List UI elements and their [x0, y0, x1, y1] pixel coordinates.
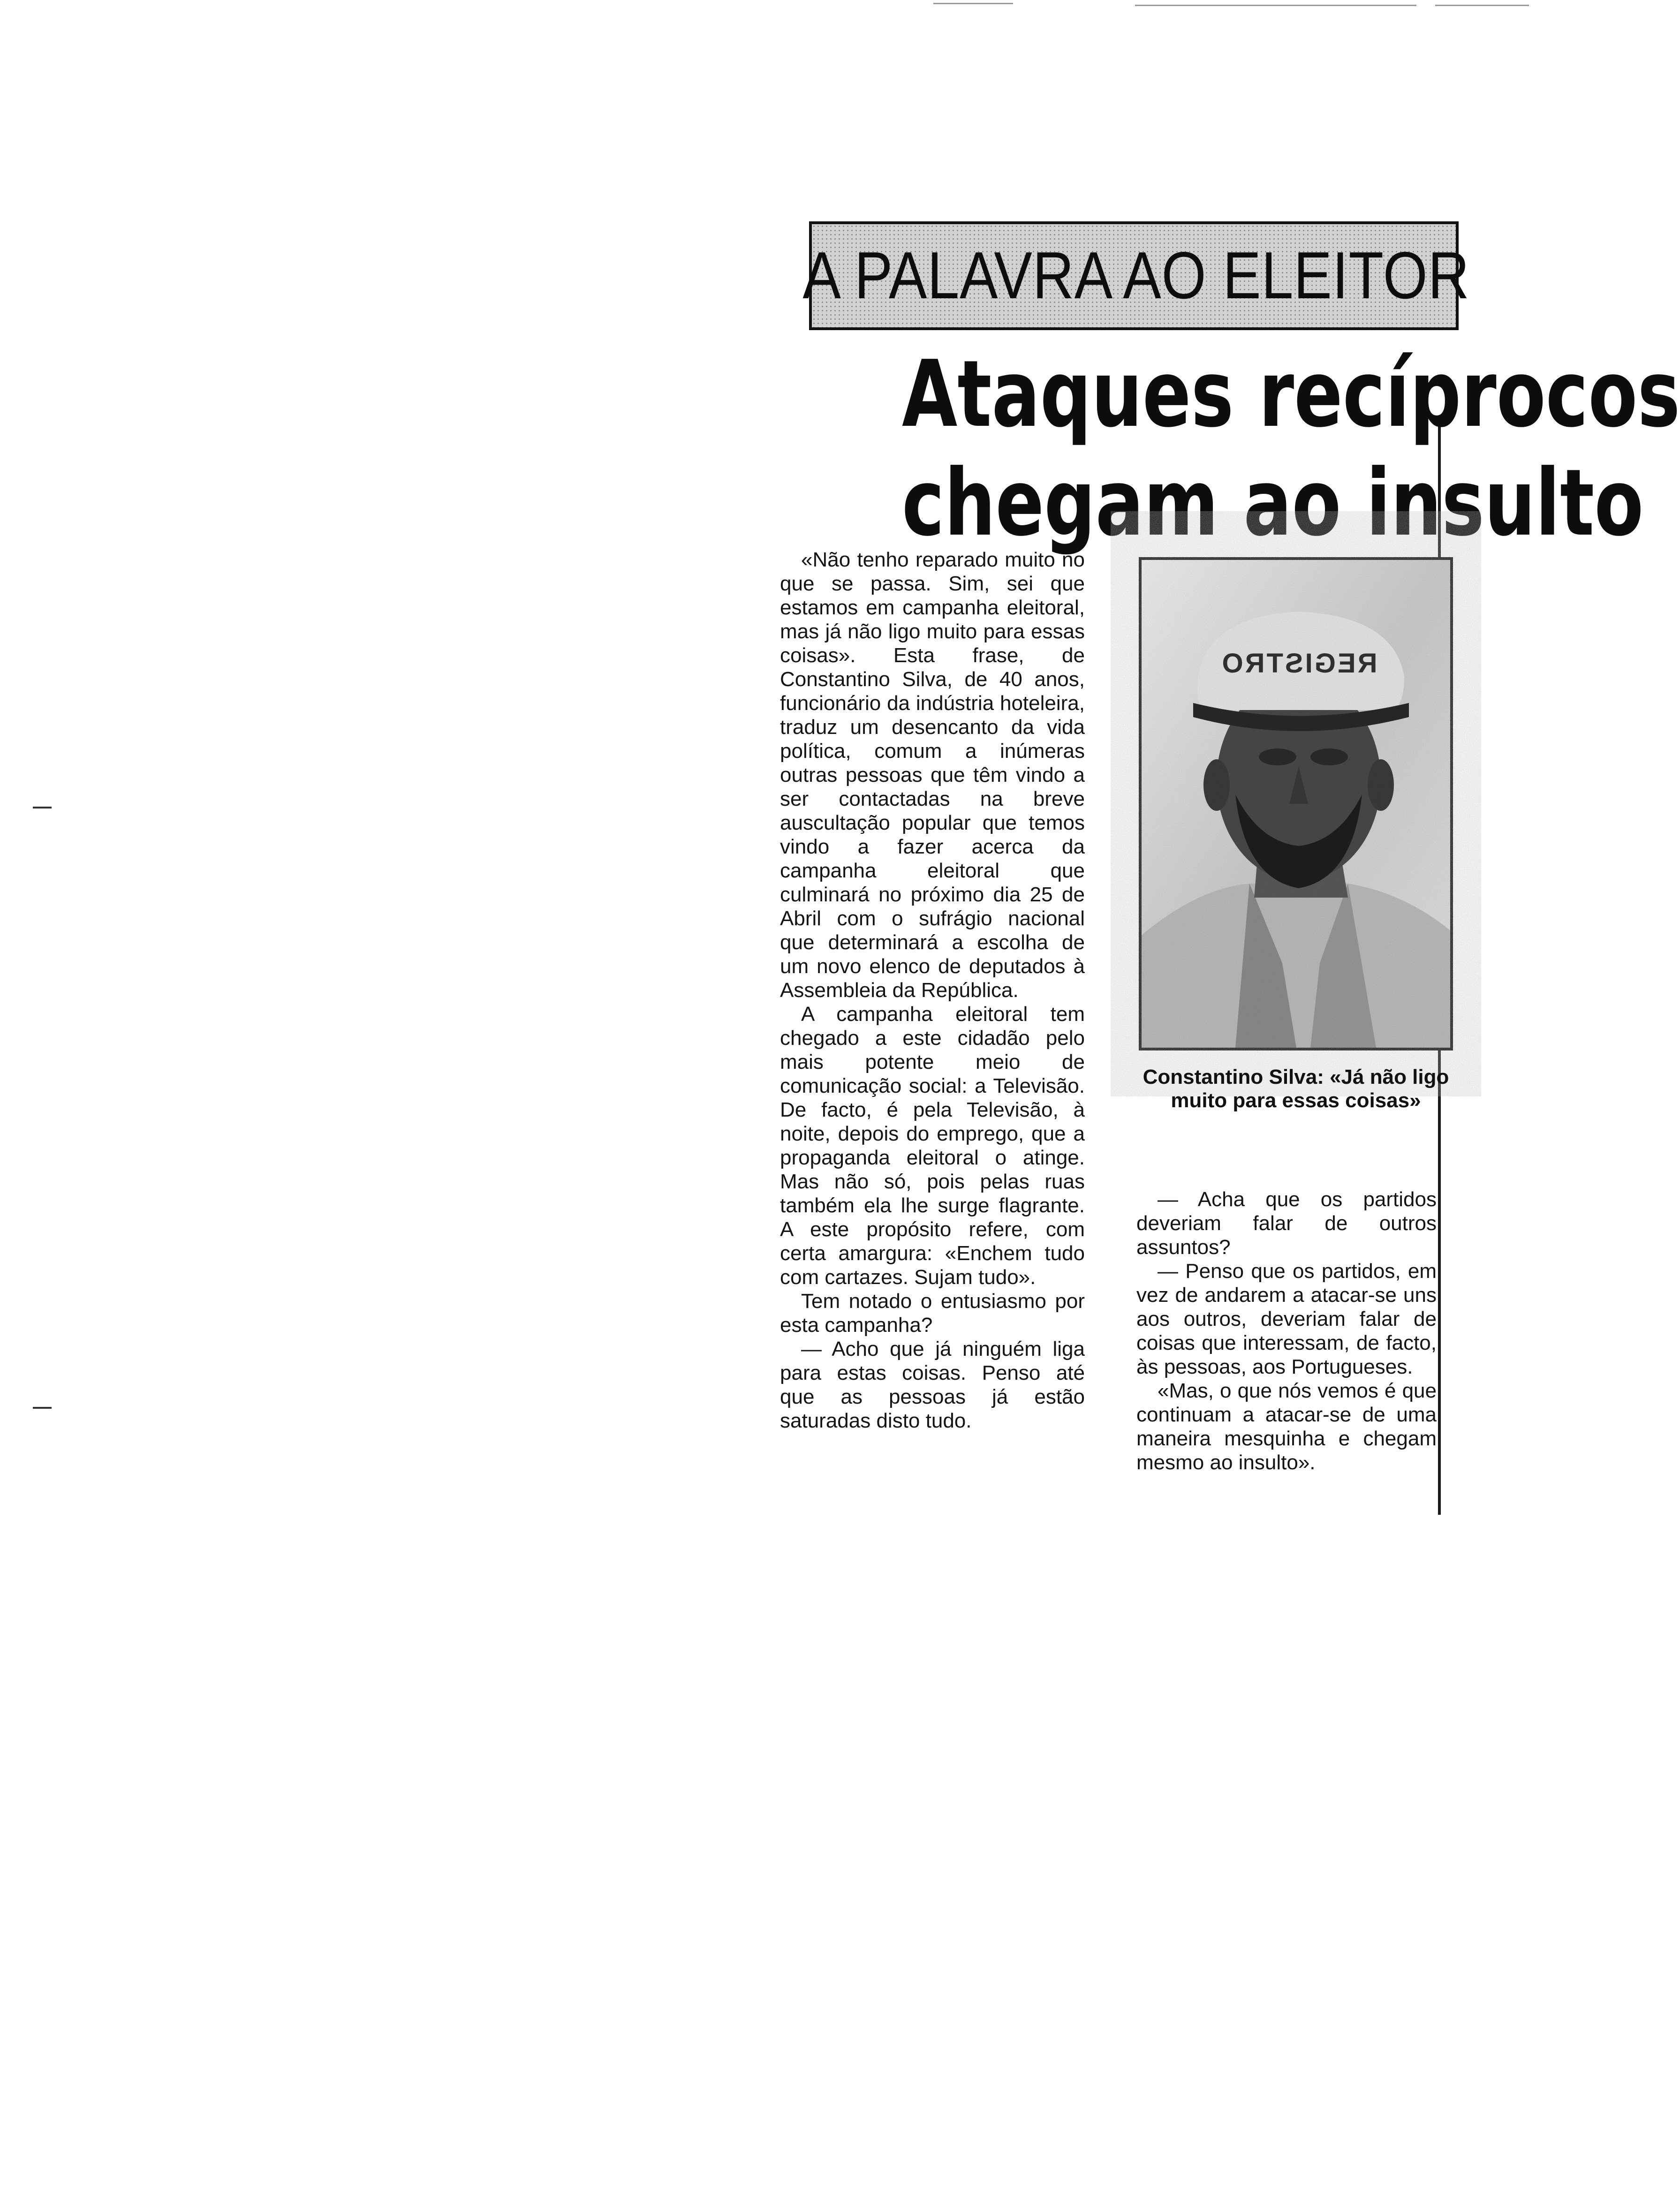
- section-banner: [802, 221, 1470, 330]
- headline-line-2: chegam ao insulto: [902, 450, 1644, 557]
- portrait-illustration: [1142, 560, 1450, 1048]
- scan-margin-mark: [33, 1407, 52, 1409]
- article-right-column: [1136, 1187, 1437, 1474]
- scan-edge-mark: [1435, 5, 1529, 6]
- paragraph: «Mas, o que nós vemos é que continuam a atacar-se de uma maneira mesquinha e chegam mesmo ao insulto».: [1136, 1379, 1437, 1474]
- cap-lettering: REGISTRO: [1220, 648, 1377, 679]
- headline-line-1: Ataques recíprocos: [902, 341, 1680, 448]
- section-banner-text: A PALAVRA AO ELEITOR: [802, 238, 1470, 313]
- article-headline: [835, 340, 1680, 558]
- paragraph: — Acho que já ninguém liga para estas coisas. Penso até que as pessoas já estão saturadas disto tudo.: [780, 1337, 1085, 1432]
- photo-caption: Constantino Silva: «Já não ligo muito para essas coisas»: [1143, 1065, 1449, 1112]
- scan-margin-mark: [33, 807, 52, 808]
- interviewee-photo: [1139, 557, 1453, 1050]
- scan-edge-mark: [1135, 5, 1416, 6]
- paragraph: «Não tenho reparado muito no que se passa. Sim, sei que estamos em campanha eleitoral, mas já não ligo muito para essas coisas». Esta frase, de Constantino Silva, de 40 anos, funcionário da indústria hoteleira, traduz um desencanto da vida política, comum a inúmeras outras pessoas que têm vindo a ser contactadas na breve auscultação popular que temos vindo a fazer acerca da campanha eleitoral que culminará no próximo dia 25 de Abril com o sufrágio nacional que determinará a escolha de um novo elenco de deputados à Assembleia da República.: [780, 548, 1085, 1002]
- paragraph: A campanha eleitoral tem chegado a este cidadão pelo mais potente meio de comunicação social: a Televisão. De facto, é pela Televisão, à noite, depois do emprego, que a propaganda eleitoral o atinge. Mas não só, pois pelas ruas também ela lhe surge flagrante. A este propósito refere, com certa amargura: «Enchem tudo com cartazes. Sujam tudo».: [780, 1003, 1085, 1289]
- scan-edge-mark: [933, 3, 1013, 4]
- paragraph: — Penso que os partidos, em vez de andarem a atacar-se uns aos outros, deveriam falar de coisas que interessam, de facto, às pessoas, aos Portugueses.: [1136, 1260, 1437, 1378]
- paragraph: Tem notado o entusiasmo por esta campanha?: [780, 1290, 1085, 1337]
- paragraph: — Acha que os partidos deveriam falar de outros assuntos?: [1136, 1188, 1437, 1259]
- article-left-column: [780, 548, 1085, 1433]
